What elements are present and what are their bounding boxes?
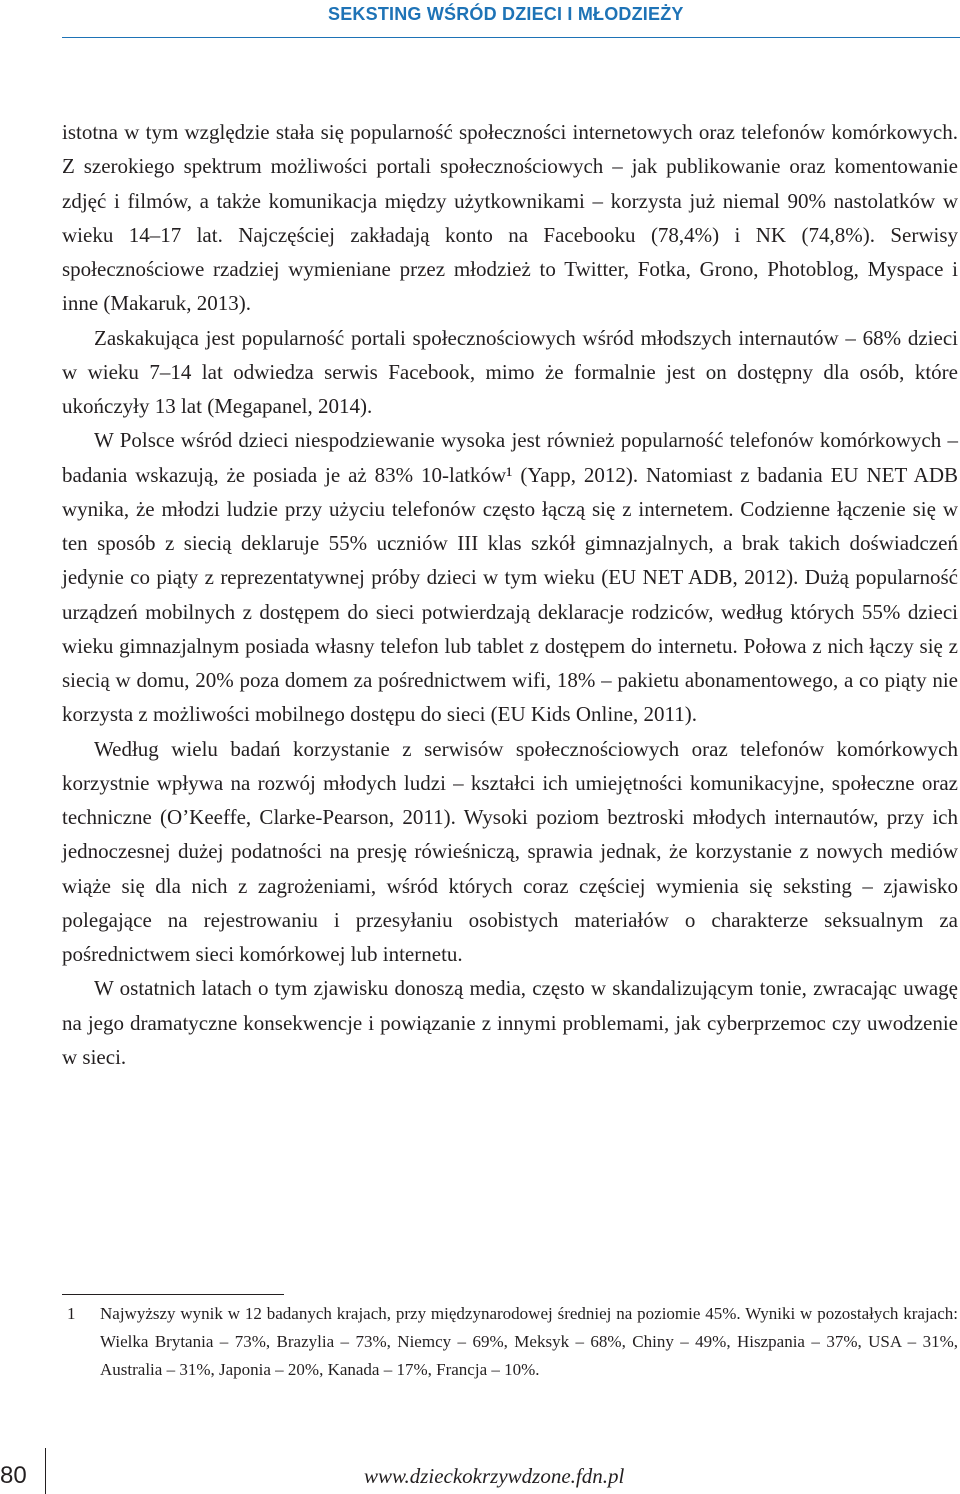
body-paragraph: Według wielu badań korzystanie z serwisów społecznościowych oraz telefonów komórkowych korzystnie wpływa na rozwój młodych ludzi – kształci ich umiejętności komunikacyjne, społeczne oraz techniczne (O’Keeffe, Clarke-Pearson, 2011). Wysoki poziom beztroski młodych internautów, przy ich jednoczesnej dużej podatności na presję rówieśniczą, sprawia jednak, że korzystanie z nowych mediów wiąże się dla nich z zagrożeniami, wśród których coraz częściej wymienia się seksting – zjawisko polegające na rejestrowaniu i przesyłaniu osobistych materiałów o charakterze seksualnym za pośrednictwem sieci komórkowej lub internetu. xyxy=(62,736,958,966)
footnote-text: Najwyższy wynik w 12 badanych krajach, przy międzynarodowej średniej na poziomie 45%. Wyniki w pozostałych krajach: Wielka Brytania – 73%, Brazylia – 73%, Niemcy – 69%, Meksyk – 68%, Chiny – 49%, Hiszpania – 37%, USA – 31%, Australia – 31%, Japonia – 20%, Kanada – 17%, Francja – 10%. xyxy=(100,1304,958,1379)
footnote xyxy=(62,1300,958,1384)
footer-url: www.dzieckokrzywdzone.fdn.pl xyxy=(364,1464,625,1488)
running-header xyxy=(62,0,960,38)
page-number-divider xyxy=(45,1448,46,1494)
running-header-title: SEKSTING WŚRÓD DZIECI I MŁODZIEŻY xyxy=(328,4,684,24)
body-paragraph: istotna w tym względzie stała się popularność społeczności internetowych oraz telefonów komórkowych. Z szerokiego spektrum możliwości portali społecznościowych – jak publikowanie oraz komentowanie zdjęć i filmów, a także komunikacja między użytkownikami – korzysta już niemal 90% nastolatków w wieku 14–17 lat. Najczęściej zakładają konto na Facebooku (78,4%) i NK (74,8%). Serwisy społecznościowe rzadziej wymieniane przez młodzież to Twitter, Fotka, Grono, Photoblog, Myspace i inne (Makaruk, 2013). xyxy=(62,120,958,316)
main-text xyxy=(62,115,958,1074)
footnote-number: 1 xyxy=(67,1304,76,1323)
footnote-divider xyxy=(62,1294,284,1295)
body-paragraph: Zaskakująca jest popularność portali społecznościowych wśród młodszych internautów – 68% dzieci w wieku 7–14 lat odwiedza serwis Facebook, mimo że formalnie jest on dostępny dla osób, które ukończyły 13 lat (Megapanel, 2014). xyxy=(62,325,958,418)
header-divider xyxy=(62,37,960,38)
page-number: 80 xyxy=(0,1462,27,1489)
body-paragraph: W ostatnich latach o tym zjawisku donoszą media, często w skandalizującym tonie, zwracając uwagę na jego dramatyczne konsekwencje i powiązanie z innymi problemami, jak cyberprzemoc czy uwodzenie w sieci. xyxy=(62,976,958,1069)
body-paragraph: W Polsce wśród dzieci niespodziewanie wysoka jest również popularność telefonów komórkowych – badania wskazują, że posiada je aż 83% 10-latków¹ (Yapp, 2012). Natomiast z badania EU NET ADB wynika, że młodzi ludzie przy użyciu telefonów często łączą się z internetem. Codzienne łączenie się w ten sposób z siecią deklaruje 55% uczniów III klas szkół gimnazjalnych, a brak takich doświadczeń jedynie co piąty z reprezentatywnej próby dzieci w tym wieku (EU NET ADB, 2012). Dużą popularność urządzeń mobilnych z dostępem do sieci potwierdzają deklaracje rodziców, według których 55% dzieci wieku gimnazjalnym posiada własny telefon lub tablet z dostępem do internetu. Połowa z nich łączy się z siecią w domu, 20% poza domem za pośrednictwem wifi, 18% – pakietu abonamentowego, a co piąty nie korzysta z możliwości mobilnego dostępu do sieci (EU Kids Online, 2011). xyxy=(62,428,958,727)
